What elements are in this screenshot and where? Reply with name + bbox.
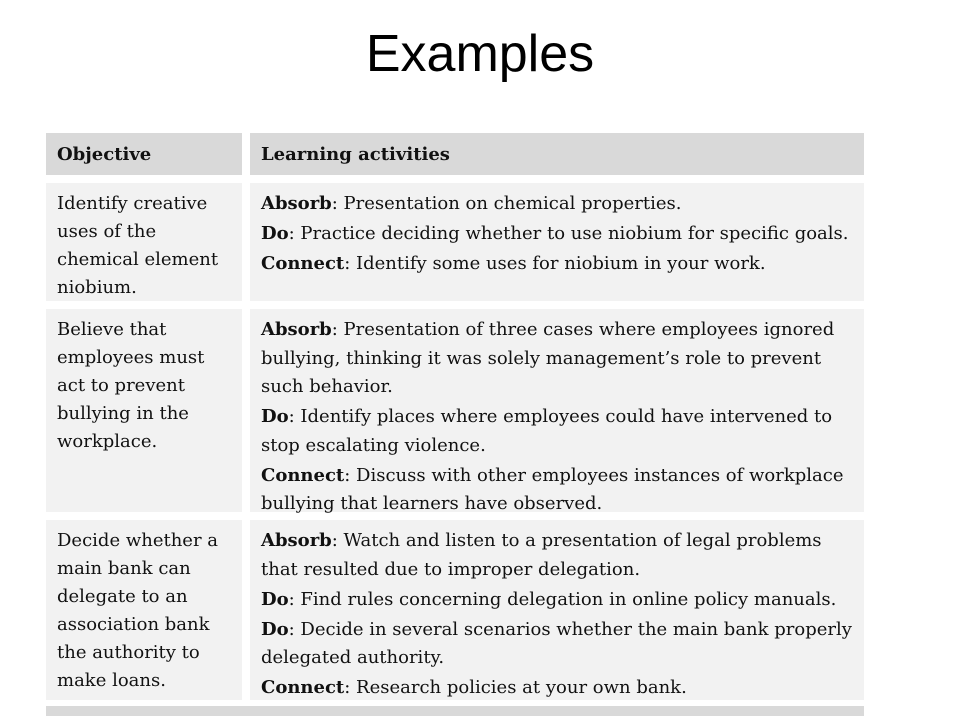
table-header-row (46, 133, 864, 175)
activity-label: Do (261, 223, 289, 244)
activity-item (261, 190, 853, 219)
activity-text: : Find rules concerning delegation in online policy manuals. (288, 588, 837, 610)
objective-cell (46, 520, 242, 700)
activity-text: : Research policies at your own bank. (344, 677, 687, 698)
objectives-table (46, 133, 864, 708)
header-learning-activities: Learning activities (250, 133, 864, 175)
table-footer-bar (46, 706, 864, 716)
activity-item (261, 250, 853, 279)
activity-label: Connect (261, 464, 345, 486)
activity-item (261, 316, 853, 402)
table-row (46, 183, 864, 301)
activity-text: : Discuss with other employees instances of workplace bullying that learners have observed. (261, 464, 844, 514)
objective-cell (46, 309, 242, 512)
objective-text: Believe that employees must act to prevent bullying in the workplace. (57, 319, 205, 452)
objective-text: Decide whether a main bank can delegate to an association bank the authority to make loans. (57, 530, 219, 691)
activity-label: Do (261, 588, 289, 610)
activity-item (261, 462, 853, 519)
activity-text: : Identify places where employees could have intervened to stop escalating violence. (261, 406, 833, 456)
table-row (46, 520, 864, 700)
activity-text: : Presentation of three cases where employees ignored bullying, thinking it was solely management’s role to prevent such behavior. (261, 319, 835, 397)
activities-cell (250, 309, 864, 512)
activity-text: : Presentation on chemical properties. (331, 193, 682, 214)
activity-label: Absorb (261, 319, 332, 340)
activity-item (261, 586, 853, 615)
activity-label: Absorb (261, 193, 332, 214)
activity-text: : Practice deciding whether to use niobium for specific goals. (288, 223, 849, 244)
activity-label: Connect (261, 253, 345, 274)
objective-text: Identify creative uses of the chemical element niobium. (57, 193, 219, 298)
activity-item (261, 674, 853, 703)
activity-label: Absorb (261, 530, 332, 551)
activity-item (261, 403, 853, 460)
activities-cell (250, 520, 864, 700)
header-objective: Objective (46, 133, 242, 175)
activity-item (261, 220, 853, 249)
activity-item (261, 527, 853, 584)
objective-cell (46, 183, 242, 301)
activity-label: Do (261, 406, 289, 427)
activity-label: Do (261, 618, 289, 640)
activity-item (261, 616, 853, 673)
activity-text: : Watch and listen to a presentation of legal problems that resulted due to improper delegation. (261, 530, 822, 580)
activity-text: : Decide in several scenarios whether the main bank properly delegated authority. (261, 618, 852, 668)
activities-cell (250, 183, 864, 301)
activity-text: : Identify some uses for niobium in your work. (344, 253, 766, 274)
slide-title: Examples (365, 25, 595, 83)
table-row (46, 309, 864, 512)
activity-label: Connect (261, 677, 345, 698)
